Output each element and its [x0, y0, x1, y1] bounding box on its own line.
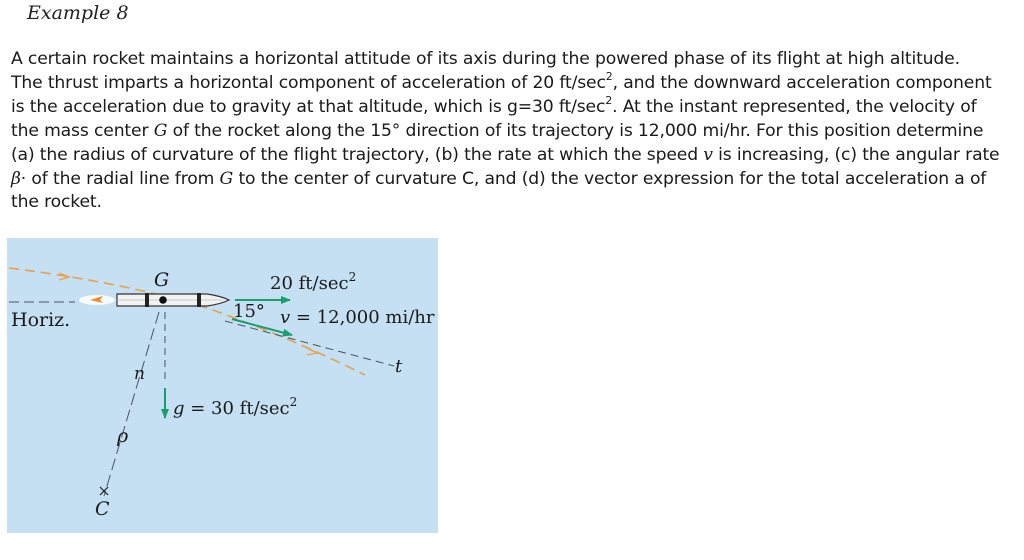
- thrust-acceleration-label: 20 $ft/\sec^2$: [270, 270, 357, 294]
- tangent-label: t: [395, 356, 403, 377]
- horiz-label: Horiz.: [11, 309, 71, 331]
- center-of-curvature-label: C: [95, 498, 110, 520]
- symbol-beta: β: [11, 168, 21, 189]
- problem-line-5: (a) the radius of curvature of the flight trajectory, (b) the rate at which the speed v is increasing, (c) the angular rate: [11, 144, 1000, 165]
- symbol-G: G: [153, 120, 168, 141]
- problem-line-1: A certain rocket maintains a horizontal attitude of its axis during the powered phase of its flight at high altitude.: [11, 49, 960, 69]
- mass-center-label: G: [154, 269, 170, 291]
- symbol-G: G: [219, 168, 234, 189]
- radius-label: ρ: [117, 425, 129, 447]
- normal-axis-label: n: [134, 364, 145, 384]
- velocity-label: v = 12,000 mi/hr: [280, 307, 435, 328]
- trajectory-arrow-icon: [307, 348, 317, 355]
- center-of-curvature-marker-icon: [100, 487, 108, 495]
- problem-statement: [11, 48, 1021, 215]
- rocket-icon: [117, 293, 229, 307]
- angle-label: 15°: [233, 301, 265, 322]
- gravity-label: g = 30 $ft/\sec^2$: [173, 395, 298, 419]
- problem-line-3: is the acceleration due to gravity at that altitude, which is g=30 $ft/\sec^2$. At the instant represented, the velocity of: [11, 94, 977, 117]
- radius-line: [104, 312, 159, 496]
- rocket-figure: [7, 238, 438, 533]
- problem-line-7: the rocket.: [11, 192, 102, 213]
- mass-center-dot: [159, 296, 167, 304]
- problem-line-4: the mass center G of the rocket along the 15° direction of its trajectory is 12,000 mi/hr. For this position determine: [11, 120, 984, 141]
- problem-line-6: β· of the radial line from G to the center of curvature C, and (d) the vector expression for the total acceleration a of: [11, 168, 987, 189]
- example-title: Example 8: [27, 2, 129, 24]
- problem-line-2: The thrust imparts a horizontal component of acceleration of 20 $ft/\sec^2$, and the downward acceleration component: [11, 70, 992, 93]
- symbol-v: v: [703, 144, 713, 165]
- rocket-diagram: [7, 238, 438, 533]
